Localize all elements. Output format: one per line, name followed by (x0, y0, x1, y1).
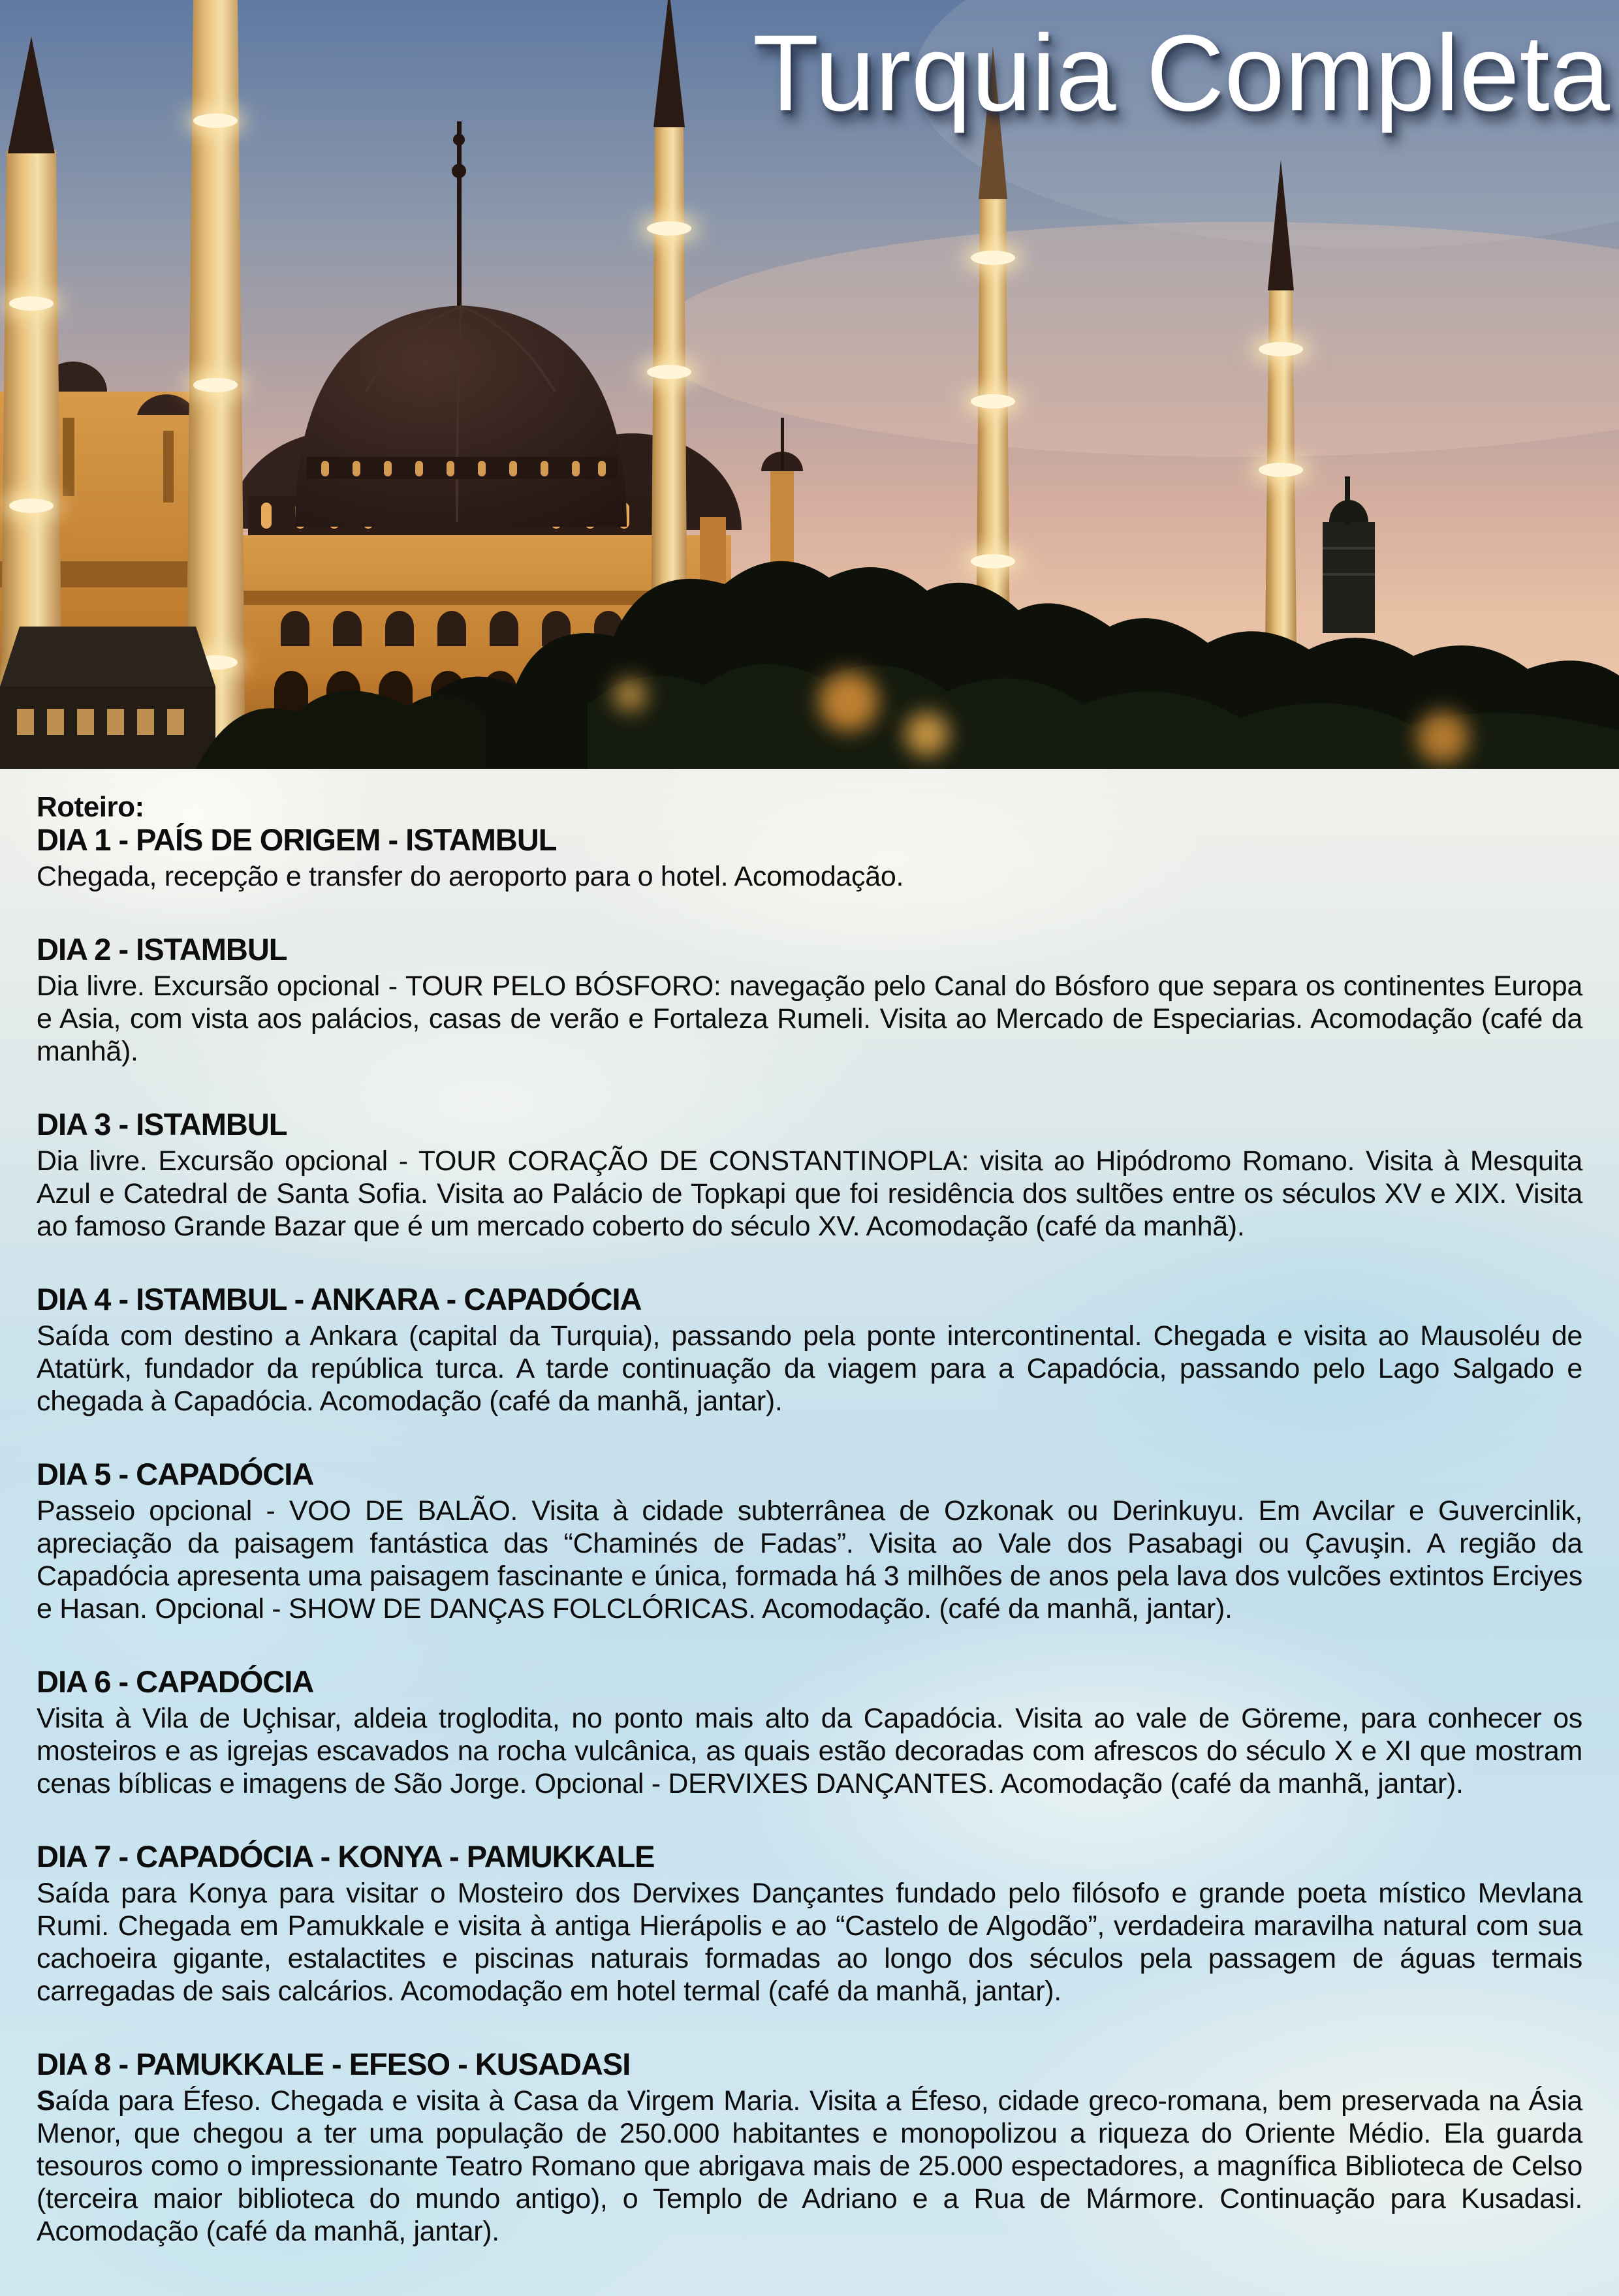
day-block (37, 1108, 1582, 1243)
day-body: Saída com destino a Ankara (capital da Turquia), passando pela ponte intercontinental. Chegada e visita ao Mausoléu de Atatürk, fundador da república turca. A tarde continuação da viagem para a Capadócia, passando pelo Lago Salgado e chegada à Capadócia. Acomodação (café da manhã, jantar). (37, 1320, 1582, 1417)
day-heading: DIA 7 - CAPADÓCIA - KONYA - PAMUKKALE (37, 1839, 655, 1874)
pavilion (0, 627, 215, 769)
day-body: Saída para Éfeso. Chegada e visita à Casa da Virgem Maria. Visita a Éfeso, cidade greco-romana, bem preservada na Ásia Menor, que chegou a ter uma população de 250.000 habitantes e monopolizou a riqueza do Oriente Médio. Ela guarda tesouros como o impressionante Teatro Romano que abrigava mais de 25.000 espectadores, a magnífica Biblioteca de Celso (terceira maior biblioteca do mundo antigo), o Templo de Adriano e a Rua de Mármore. Continuação para Kusadasi. Acomodação (café da manhã, jantar). (37, 2085, 1582, 2247)
day-body: Saída para Konya para visitar o Mosteiro dos Dervixes Dançantes fundado pelo filósofo e grande poeta místico Mevlana Rumi. Chegada em Pamukkale e visita à antiga Hierápolis e ao “Castelo de Algodão”, verdadeira maravilha natural com sua cachoeira gigante, estalactites e piscinas naturais formadas ao longo dos séculos pela passagem de águas termais carregadas de sais calcários. Acomodação em hotel termal (café da manhã, jantar). (37, 1878, 1582, 2007)
day-block (37, 933, 1582, 1068)
hero-photo (0, 0, 1619, 769)
day-heading: DIA 2 - ISTAMBUL (37, 932, 287, 967)
day-heading: DIA 3 - ISTAMBUL (37, 1107, 287, 1141)
day-heading: DIA 8 - PAMUKKALE - EFESO - KUSADASI (37, 2047, 631, 2081)
day-block (37, 824, 1582, 893)
itinerary (0, 769, 1619, 2296)
day-block (37, 1840, 1582, 2008)
day-body: Dia livre. Excursão opcional - TOUR PELO BÓSFORO: navegação pelo Canal do Bósforo que separa os continentes Europa e Asia, com vista aos palácios, casas de verão e Fortaleza Rumeli. Visita ao Mercado de Especiarias. Acomodação (café da manhã). (37, 970, 1582, 1067)
page-title: Turquia Completa (752, 13, 1610, 134)
day-block (37, 1666, 1582, 1800)
roteiro-label: Roteiro: (37, 791, 144, 823)
day-heading: DIA 1 - PAÍS DE ORIGEM - ISTAMBUL (37, 822, 557, 857)
day-heading: DIA 5 - CAPADÓCIA (37, 1457, 314, 1491)
day-body: Dia livre. Excursão opcional - TOUR CORAÇÃO DE CONSTANTINOPLA: visita ao Hipódromo Romano. Visita à Mesquita Azul e Catedral de Santa Sofia. Visita ao Palácio de Topkapi que foi residência dos sultões entre os séculos XV e XIX. Visita ao famoso Grande Bazar que é um mercado coberto do século XV. Acomodação (café da manhã). (37, 1145, 1582, 1242)
day-body: Passeio opcional - VOO DE BALÃO. Visita à cidade subterrânea de Ozkonak ou Derinkuyu. Em Avcilar e Guvercinlik, apreciação da paisagem fantástica das “Chaminés de Fadas”. Visita ao Vale dos Pasabagi ou Çavuşin. A região da Capadócia apresenta uma paisagem fascinante e única, formada há 3 milhões de anos pela lava dos vulcões extintos Erciyes e Hasan. Opcional - SHOW DE DANÇAS FOLCLÓRICAS. Acomodação. (café da manhã, jantar). (37, 1495, 1582, 1624)
day-heading: DIA 4 - ISTAMBUL - ANKARA - CAPADÓCIA (37, 1282, 642, 1316)
day-block (37, 1283, 1582, 1418)
day-block (37, 1458, 1582, 1625)
day-body: Visita à Vila de Uçhisar, aldeia troglodita, no ponto mais alto da Capadócia. Visita ao vale de Göreme, para conhecer os mosteiros e as igrejas escavados na rocha vulcânica, as quais estão decoradas com afrescos do século X e XI que mostram cenas bíblicas e imagens de São Jorge. Opcional - DERVIXES DANÇANTES. Acomodação (café da manhã, jantar). (37, 1703, 1582, 1799)
day-body: Chegada, recepção e transfer do aeroporto para o hotel. Acomodação. (37, 861, 904, 892)
day-block (37, 2048, 1582, 2248)
day-heading: DIA 6 - CAPADÓCIA (37, 1664, 314, 1699)
